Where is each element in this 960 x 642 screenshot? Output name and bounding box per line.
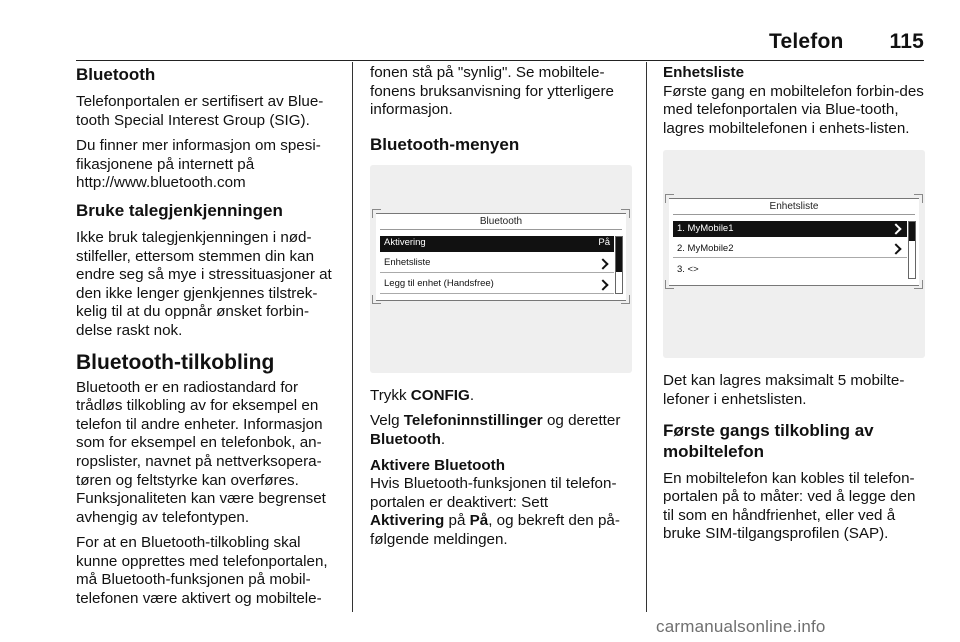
setting-name: Aktivering [370, 512, 445, 530]
column-3 [663, 64, 925, 551]
menu-item-label: Aktivering [384, 237, 426, 249]
heading-bluetooth-connection: Bluetooth-tilkobling [76, 350, 275, 374]
key-name: CONFIG [410, 386, 470, 404]
device-label: 1. MyMobile1 [677, 223, 734, 235]
scrollbar-thumb [616, 237, 622, 272]
scrollbar [615, 236, 623, 294]
device-item-3 [673, 262, 907, 278]
paragraph: Du finner mer informasjon om spesi-fikasjonene på internett på http://www.bluetooth.com [76, 137, 321, 192]
text: og deretter [542, 412, 621, 430]
paragraph: En mobiltelefon kan kobles til telefon-portalen på to måter: ved å legge den til som en håndfrienhet, eller ved å bruke SIM-tilgangsprofilen (SAP). [663, 469, 916, 543]
paragraph: Bluetooth er en radiostandard for trådløs tilkobling av for eksempel en telefon til andre enheter. Informasjon som for eksempel en telefonbok, an-ropslister, navnet på nettverksopera-tøren og feltstyrke kan overføres. Funksjonaliteten kan være begrenset avhengig av telefontypen. [76, 378, 326, 526]
paragraph: Ikke bruk talegjenkjenningen i nød-stilfeller, ettersom stemmen din kan endre seg så mye i stressituasjoner at den ikke lenger gjenkjennes tilstrek-kelig til at du oppnår ønsket forbin-delse raskt nok. [76, 228, 332, 339]
device-item-1 [673, 221, 907, 237]
text: på [444, 512, 470, 530]
display-screen [376, 213, 626, 301]
header-rule [76, 60, 924, 61]
text: Trykk [370, 386, 411, 404]
bluetooth-menu-figure [370, 165, 632, 373]
setting-value: På [469, 512, 489, 530]
text: , og bekreft den på-følgende meldingen. [370, 512, 620, 548]
menu-item-device-list [380, 256, 614, 273]
heading-first-connection: Første gangs tilkobling av mobiltelefon [663, 420, 874, 461]
text: . [440, 430, 446, 448]
chevron-right-icon [890, 244, 901, 255]
menu-name: Bluetooth [370, 430, 441, 448]
column-2 [370, 64, 632, 557]
menu-item-label: Enhetsliste [384, 257, 431, 269]
paragraph: For at en Bluetooth-tilkobling skal kunne opprettes med telefonportalen, må Bluetooth-funksjonen på mobil-telefonen være aktivert og mobiltele- [76, 534, 328, 608]
text: . [469, 386, 475, 404]
scrollbar [908, 221, 916, 279]
device-item-2 [673, 241, 907, 258]
device-label: 2. MyMobile2 [677, 243, 734, 255]
menu-name: Telefoninnstillinger [403, 412, 543, 430]
column-1 [76, 64, 338, 609]
menu-item-value: På [598, 237, 610, 249]
section-title: Telefon [769, 30, 844, 53]
display-screen [669, 198, 919, 286]
paragraph: fonen stå på "synlig". Se mobiltele-fonens bruksanvisning for ytterligere informasjon. [370, 64, 614, 119]
device-label: 3. <> [677, 264, 699, 276]
menu-item-label: Legg til enhet (Handsfree) [384, 278, 494, 290]
device-list-figure [663, 150, 925, 358]
heading-voice-recognition: Bruke talegjenkjenningen [76, 200, 283, 220]
chevron-right-icon [597, 279, 608, 290]
text: Velg [370, 412, 404, 430]
paragraph [370, 387, 632, 406]
screen-title: Enhetsliste [673, 199, 915, 215]
column-divider [646, 62, 647, 612]
heading-activate-bluetooth: Aktivere Bluetooth [370, 456, 506, 474]
menu-item-add-device [380, 277, 614, 294]
paragraph [370, 475, 632, 549]
screen-title: Bluetooth [380, 214, 622, 230]
chevron-right-icon [597, 258, 608, 269]
watermark: carmanualsonline.info [656, 617, 826, 636]
page-number: 115 [889, 30, 924, 53]
column-divider [352, 62, 353, 612]
heading-bluetooth-menu: Bluetooth-menyen [370, 134, 520, 154]
paragraph: Telefonportalen er sertifisert av Blue-tooth Special Interest Group (SIG). [76, 93, 324, 129]
chevron-right-icon [890, 224, 901, 235]
heading-device-list: Enhetsliste [663, 64, 745, 81]
running-head [769, 30, 924, 54]
scrollbar-thumb [909, 222, 915, 241]
menu-item-activation [380, 236, 614, 252]
heading-bluetooth: Bluetooth [76, 65, 156, 84]
text: Hvis Bluetooth-funksjonen til telefon-portalen er deaktivert: Sett [370, 475, 617, 511]
paragraph: Det kan lagres maksimalt 5 mobilte-lefoner i enhetslisten. [663, 372, 905, 408]
paragraph: Første gang en mobiltelefon forbin-des med telefonportalen via Blue-tooth, lagres mobiltelefonen i enhets-listen. [663, 82, 924, 137]
paragraph [370, 412, 632, 449]
